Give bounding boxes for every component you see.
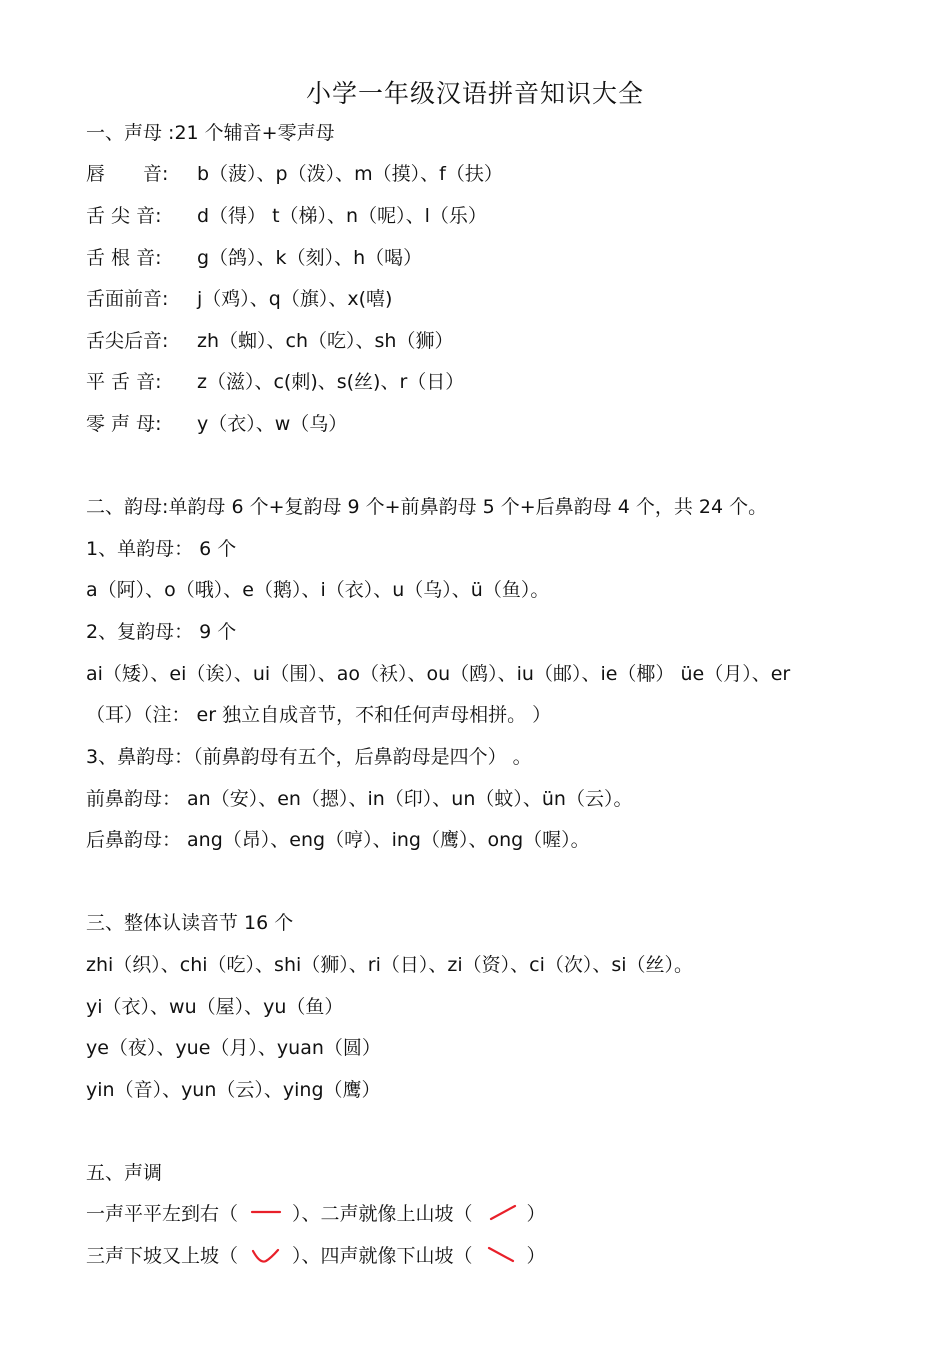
row-content: j（鸡）、q（旗）、x(嘻): [197, 288, 393, 310]
section1-heading: 一、声母 :21 个辅音+零声母: [86, 122, 335, 144]
tone4-text: ）、四声就像下山坡（: [292, 1245, 473, 1267]
tone3-text: 三声下坡又上坡（: [86, 1245, 239, 1267]
section2-heading: 二、韵母:单韵母 6 个+复韵母 9 个+前鼻韵母 5 个+后鼻韵母 4 个，共 24 个。: [86, 496, 768, 518]
section3-heading: 三、整体认读音节 16 个: [86, 912, 294, 934]
close-paren: ）: [526, 1203, 546, 1225]
tone-row: [86, 1201, 546, 1227]
compound-finals-heading: 2、复韵母： 9 个: [86, 621, 237, 643]
syllable-row: yin（音）、yun（云）、ying（鹰）: [86, 1079, 381, 1101]
initials-row: [86, 286, 392, 312]
back-nasal-finals: 后鼻韵母： ang（昂）、eng（哼）、ing（鹰）、ong（喔）。: [86, 829, 590, 851]
initials-row: [86, 411, 347, 437]
syllable-row: ye（夜）、yue（月）、yuan（圆）: [86, 1037, 381, 1059]
row-label: 舌尖后音:: [86, 330, 169, 352]
front-nasal-finals: 前鼻韵母： an（安）、en（摁）、in（印）、un（蚊）、ün（云）。: [86, 788, 633, 810]
section5-heading: 五、声调: [86, 1162, 163, 1184]
row-label: 零 声 母:: [86, 413, 162, 435]
nasal-finals-heading: 3、鼻韵母：（前鼻韵母有五个，后鼻韵母是四个） 。: [86, 746, 532, 768]
compound-finals-content: ai（矮）、ei（诶）、ui（围）、ao（袄）、ou（鸥）、iu（邮）、ie（椰） üe（月）、er: [86, 663, 791, 685]
close-paren: ）: [526, 1245, 546, 1267]
tone2-text: ）、二声就像上山坡（: [292, 1203, 473, 1225]
row-label: 平 舌 音:: [86, 371, 162, 393]
row-content: y（衣）、w（乌）: [197, 413, 348, 435]
row-label: 舌 尖 音:: [86, 205, 162, 227]
initials-row: [86, 328, 453, 354]
second-tone-mark-icon: [473, 1202, 527, 1224]
third-tone-mark-icon: [238, 1244, 292, 1266]
initials-row: [86, 245, 422, 271]
row-label: 舌面前音:: [86, 288, 169, 310]
row-content: b（菠）、p（泼）、m（摸）、f（扶）: [197, 163, 503, 185]
syllable-row: zhi（织）、chi（吃）、shi（狮）、ri（日）、zi（资）、ci（次）、si（丝）。: [86, 954, 694, 976]
row-label: 舌 根 音:: [86, 247, 162, 269]
fourth-tone-mark-icon: [473, 1244, 527, 1266]
row-content: d（得） t（梯）、n（呢）、l（乐）: [197, 205, 487, 227]
tone-row: [86, 1243, 546, 1269]
page-title: 小学一年级汉语拼音知识大全: [305, 79, 644, 108]
row-label: 唇 音:: [86, 163, 169, 185]
first-tone-mark-icon: [238, 1202, 292, 1224]
compound-finals-note: （耳）（注： er 独立自成音节，不和任何声母相拼。 ）: [86, 704, 552, 726]
tone1-text: 一声平平左到右（: [86, 1203, 239, 1225]
simple-finals-content: a（阿）、o（哦）、e（鹅）、i（衣）、u（乌）、ü（鱼）。: [86, 579, 550, 601]
row-content: z（滋）、c(刺)、s(丝)、r（日）: [197, 371, 465, 393]
row-content: zh（蜘）、ch（吃）、sh（狮）: [197, 330, 454, 352]
initials-row: [86, 161, 503, 187]
row-content: g（鸽）、k（刻）、h（喝）: [197, 247, 423, 269]
initials-row: [86, 203, 487, 229]
simple-finals-heading: 1、单韵母： 6 个: [86, 538, 237, 560]
initials-row: [86, 369, 464, 395]
syllable-row: yi（衣）、wu（屋）、yu（鱼）: [86, 996, 344, 1018]
